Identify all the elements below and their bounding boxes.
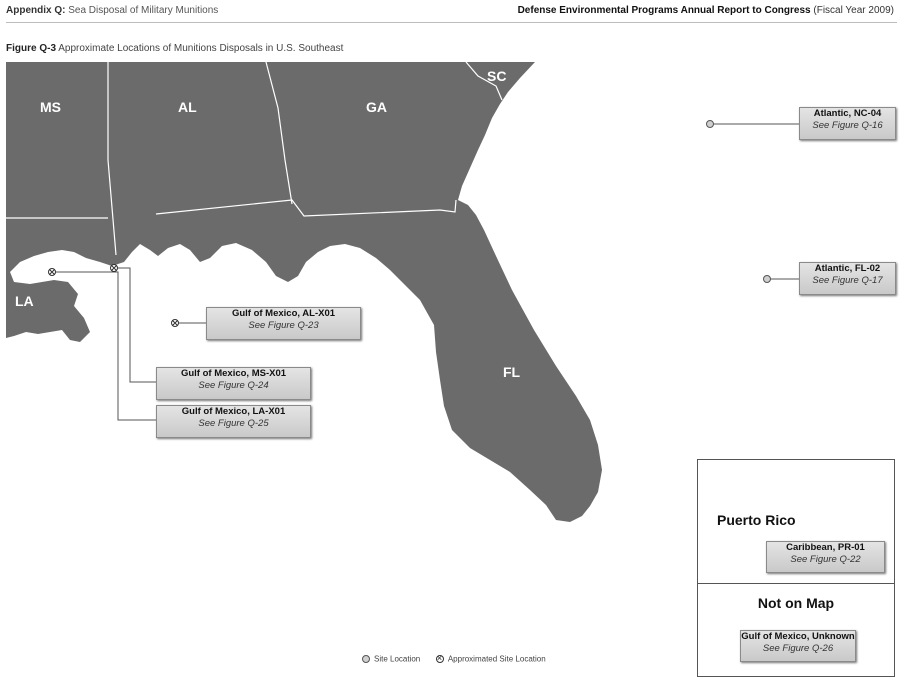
- approx-marker-alx01: [172, 320, 179, 327]
- approx-marker-msx01: [111, 265, 118, 272]
- callout-pr01: [766, 541, 885, 573]
- callout-nc04: [799, 107, 896, 140]
- report-title: Defense Environmental Programs Annual Report to Congress: [517, 5, 811, 16]
- callout-alx01: [206, 307, 361, 340]
- lake-pontchartrain: [14, 262, 54, 278]
- site-name: Gulf of Mexico, LA-X01: [181, 406, 286, 417]
- puerto-rico-label: Puerto Rico: [717, 512, 796, 528]
- legend-site-location: Site Location: [374, 654, 421, 664]
- site-figure-ref: See Figure Q-23: [248, 320, 319, 331]
- state-label-ms: MS: [40, 99, 61, 115]
- appendix-label: Appendix Q:: [6, 5, 66, 16]
- site-figure-ref: See Figure Q-25: [198, 418, 269, 429]
- inset-divider: [697, 583, 895, 584]
- callout-gulf-unknown: [740, 630, 856, 662]
- site-marker-fl02: [764, 276, 771, 283]
- callout-lax01: [156, 405, 311, 438]
- site-figure-ref: See Figure Q-16: [812, 120, 883, 131]
- site-name: Gulf of Mexico, AL-X01: [231, 308, 336, 319]
- legend-approximated-site-location: Approximated Site Location: [447, 654, 546, 664]
- callout-fl02: [799, 262, 896, 295]
- fiscal-year: (Fiscal Year 2009): [813, 5, 894, 16]
- site-figure-ref: See Figure Q-24: [198, 380, 269, 391]
- state-label-sc: SC: [487, 68, 507, 84]
- callout-msx01: [156, 367, 311, 400]
- leader-msx01: [114, 268, 156, 382]
- site-marker-nc04: [707, 121, 714, 128]
- appendix-title: Sea Disposal of Military Munitions: [68, 5, 219, 16]
- figure-title: Approximate Locations of Munitions Disposals in U.S. Southeast: [58, 43, 344, 54]
- map-legend: [362, 654, 546, 663]
- land-mass: [6, 62, 602, 522]
- state-label-fl: FL: [503, 364, 521, 380]
- site-figure-ref: See Figure Q-26: [762, 643, 834, 654]
- not-on-map-label: Not on Map: [757, 595, 835, 611]
- site-location-icon: [362, 655, 370, 663]
- figure-number: Figure Q-3: [6, 43, 57, 54]
- state-label-la: LA: [15, 293, 34, 309]
- approximated-location-icon: [436, 655, 444, 663]
- site-name: Gulf of Mexico, MS-X01: [180, 368, 287, 379]
- site-name: Gulf of Mexico, Unknown: [741, 631, 855, 642]
- site-name: Caribbean, PR-01: [786, 542, 865, 553]
- site-name: Atlantic, FL-02: [814, 263, 881, 274]
- site-figure-ref: See Figure Q-17: [812, 275, 883, 286]
- site-figure-ref: See Figure Q-22: [790, 554, 861, 565]
- site-name: Atlantic, NC-04: [813, 108, 882, 119]
- state-label-ga: GA: [366, 99, 387, 115]
- state-label-al: AL: [178, 99, 197, 115]
- approx-marker-lax01: [49, 269, 56, 276]
